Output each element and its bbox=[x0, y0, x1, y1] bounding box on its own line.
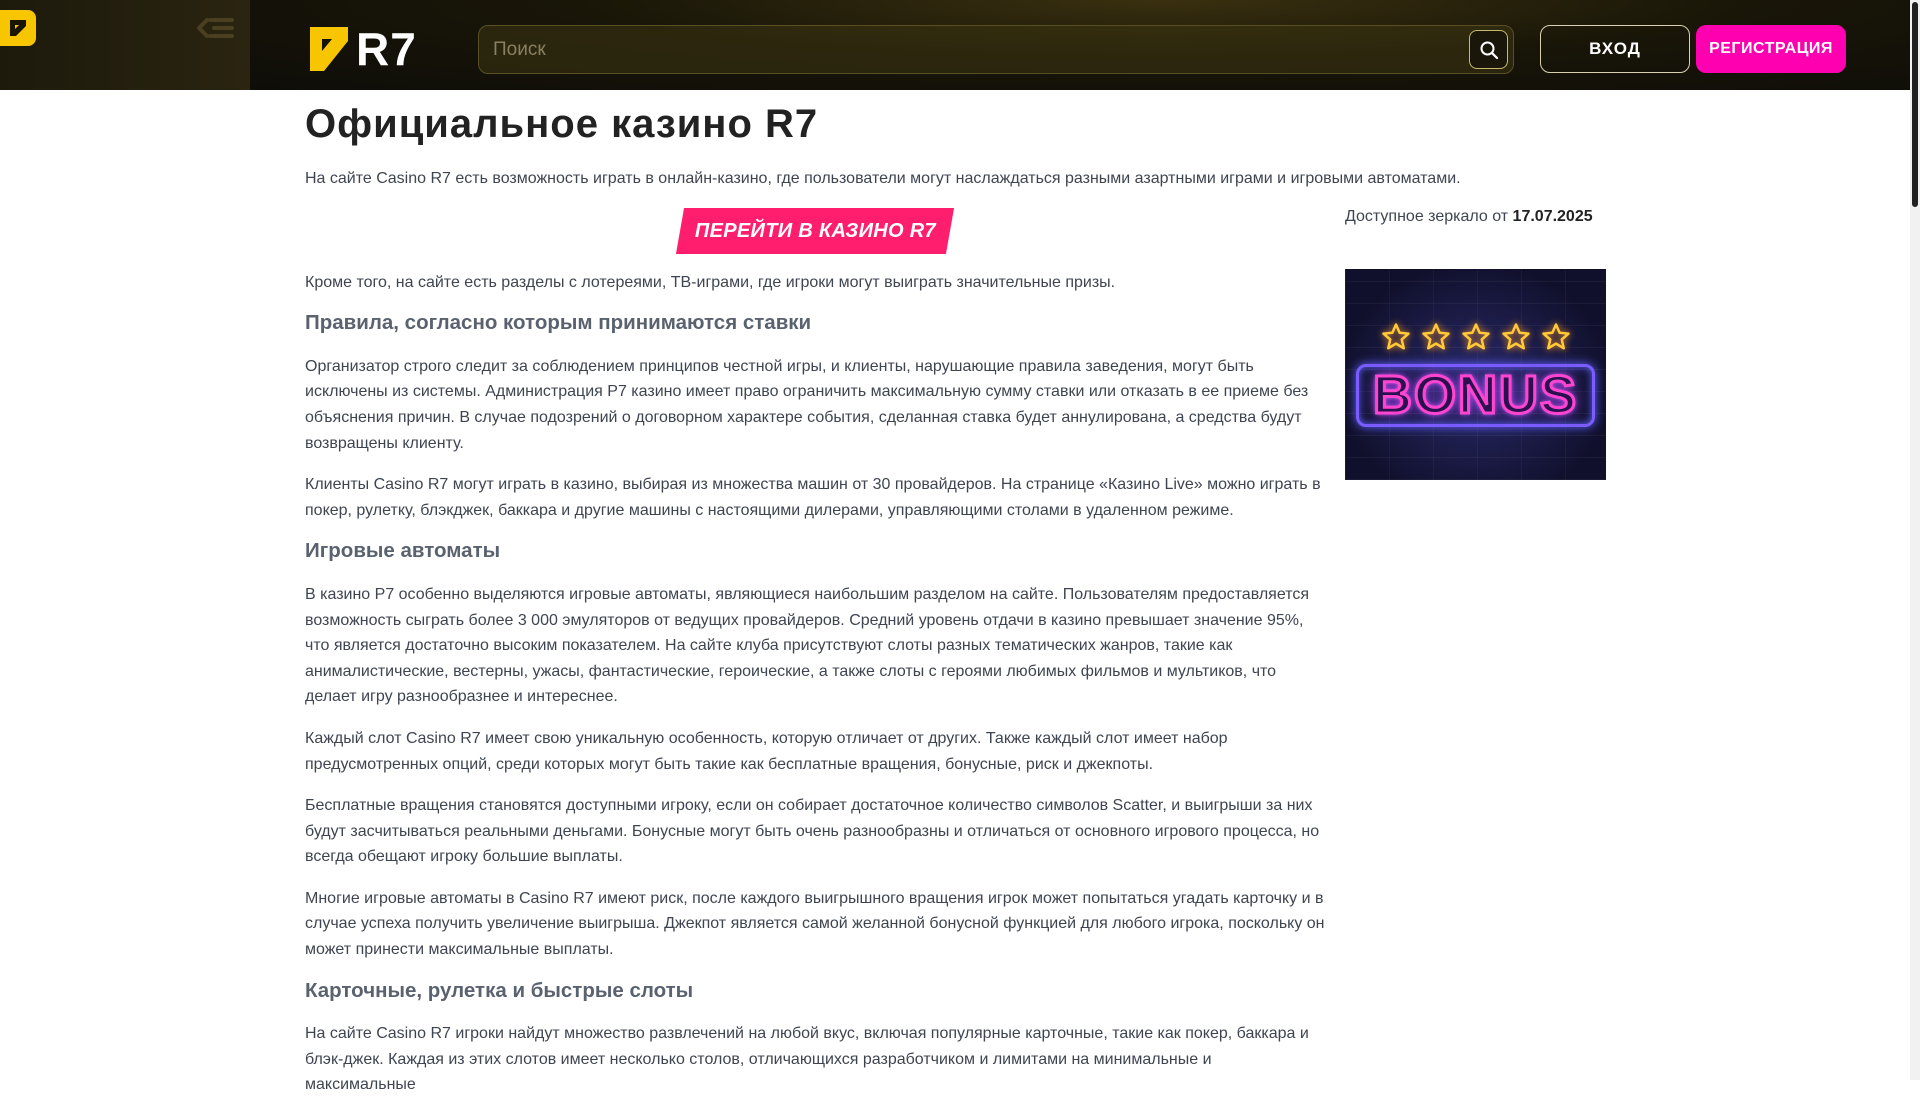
brand-logo[interactable] bbox=[308, 24, 417, 74]
search-input[interactable] bbox=[479, 26, 1469, 73]
go-to-casino-button[interactable] bbox=[676, 208, 954, 254]
star-icon bbox=[1421, 322, 1451, 352]
slots-paragraph-3: Бесплатные вращения становятся доступными игроку, если он собирает достаточное количество символов Scatter, и выигрыши за них будут засчитываться реальными деньгами. Бонусные могут быть очень разнообразны и отличаться от основного игрового процесса, но всегда обещают игроку большие выплаты. bbox=[305, 797, 1320, 866]
register-button[interactable]: РЕГИСТРАЦИЯ bbox=[1696, 25, 1846, 73]
bonus-text: BONUS bbox=[1356, 364, 1595, 427]
cards-paragraph-1: На сайте Casino R7 игроки найдут множество развлечений на любой вкус, включая популярные карточные, такие как покер, баккара и блэк-джек. Каждая из этих слотов имеет несколько столов, отличающихся разработчиком и лимитами на минимальные и максимальные bbox=[305, 1025, 1309, 1094]
r7-logo-icon[interactable] bbox=[0, 10, 36, 46]
search-bar bbox=[478, 25, 1514, 74]
search-icon bbox=[1479, 40, 1499, 60]
slots-heading: Игровые автоматы bbox=[305, 539, 501, 563]
scrollbar-thumb[interactable] bbox=[1912, 2, 1918, 207]
rules-heading: Правила, согласно которым принимаются ставки bbox=[305, 311, 812, 335]
page-scrollbar[interactable] bbox=[1910, 0, 1920, 1080]
bonus-banner[interactable] bbox=[1345, 269, 1606, 480]
mirror-info bbox=[1345, 205, 1607, 229]
mirror-date: 17.07.2025 bbox=[1512, 208, 1593, 225]
slots-paragraph-4: Многие игровые автоматы в Casino R7 имеют риск, после каждого выигрышного вращения игрок может попытаться угадать карточку и в случае успеха получить увеличение выигрыша. Джекпот является самой желанной бонусной функцией для любого игрока, поскольку он может принести максимальные выплаты. bbox=[305, 889, 1325, 959]
lotteries-paragraph: Кроме того, на сайте есть разделы с лотереями, ТВ-играми, где игроки могут выиграть значительные призы. bbox=[305, 273, 1116, 291]
intro-paragraph: На сайте Casino R7 есть возможность играть в онлайн-казино, где пользователи могут наслаждаться разными азартными играми и игровыми автоматами. bbox=[305, 170, 1461, 187]
cta-container bbox=[305, 208, 1325, 254]
sidebar-right bbox=[1345, 205, 1607, 480]
search-button[interactable] bbox=[1469, 30, 1508, 69]
r7-logo-icon-glyph bbox=[7, 17, 29, 39]
star-icon bbox=[1381, 322, 1411, 352]
mirror-label: Доступное зеркало от bbox=[1345, 208, 1513, 225]
menu-collapse-icon[interactable] bbox=[198, 16, 234, 40]
star-icon bbox=[1461, 322, 1491, 352]
slots-paragraph-1: В казино Р7 особенно выделяются игровые автоматы, являющиеся наибольшим разделом на сайте. Пользователям предоставляется возможность сыграть более 3 000 эмуляторов от ведущих провайдеров. Средний уровень отдачи в казино превышает значение 95%, что является достаточно высоким показателем. На сайте клуба присутствуют слоты разных тематических жанров, такие как анималистические, вестерны, ужасы, фантастические, героические, а также слоты с героями любимых фильмов и мультиков, что делает игру разнообразнее и интереснее. bbox=[305, 585, 1310, 706]
star-icon bbox=[1541, 322, 1571, 352]
page-title: Официальное казино R7 bbox=[305, 102, 819, 146]
login-button[interactable]: ВХОД bbox=[1540, 25, 1690, 73]
sidebar-header bbox=[0, 0, 250, 90]
rules-paragraph-2: Клиенты Casino R7 могут играть в казино, выбирая из множества машин от 30 провайдеров. На странице «Казино Live» можно играть в покер, рулетку, блэкджек, баккара и другие машины с настоящими дилерами, управляющими столами в удаленном режиме. bbox=[305, 476, 1321, 519]
cards-heading: Карточные, рулетка и быстрые слоты bbox=[305, 978, 694, 1002]
bonus-stars bbox=[1381, 322, 1571, 352]
rules-paragraph-1: Организатор строго следит за соблюдением принципов честной игры, и клиенты, нарушающие правила заведения, могут быть исключены из системы. Администрация Р7 казино имеет право ограничить максимальную сумму ставки или отказать в ее приеме без объяснения причин. В случае подозрений о договорном характере события, сделанная ставка будет аннулирована, а средства будут возвращены клиенту. bbox=[305, 357, 1309, 452]
go-to-casino-label: ПЕРЕЙТИ В КАЗИНО R7 bbox=[694, 219, 936, 242]
r7-logo-icon bbox=[308, 25, 350, 73]
star-icon bbox=[1501, 322, 1531, 352]
slots-paragraph-2: Каждый слот Casino R7 имеет свою уникальную особенность, которую отличает от других. Также каждый слот имеет набор предусмотренных опций, среди которых могут быть такие как бесплатные вращения, бонусные, риск и джекпоты. bbox=[305, 729, 1228, 773]
top-header bbox=[250, 0, 1910, 90]
brand-name: R7 bbox=[356, 23, 417, 75]
